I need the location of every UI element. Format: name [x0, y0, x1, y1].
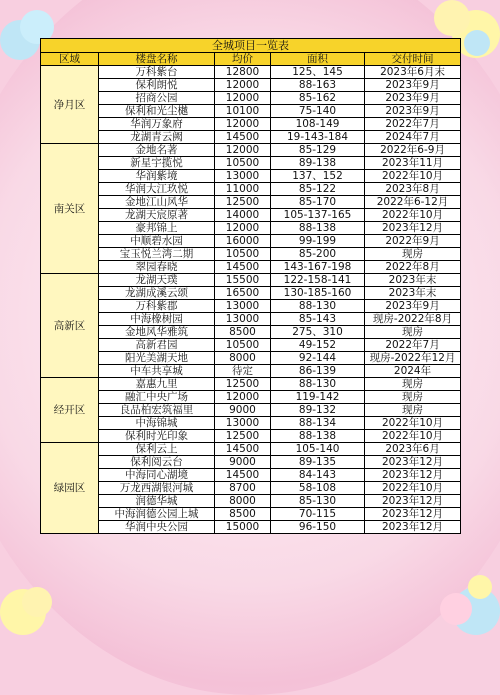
avg-price-cell: 12800 — [215, 66, 271, 79]
area-cell: 49-152 — [271, 339, 365, 352]
table-row — [41, 235, 461, 248]
delivery-time-cell: 2023年8月 — [365, 183, 461, 196]
avg-price-cell: 13000 — [215, 300, 271, 313]
avg-price-cell: 12500 — [215, 430, 271, 443]
project-name-cell: 中海橡树园 — [99, 313, 215, 326]
project-name-cell: 良品柏宏筑福里 — [99, 404, 215, 417]
delivery-time-cell: 2023年12月 — [365, 456, 461, 469]
project-name-cell: 保利朗悦 — [99, 79, 215, 92]
delivery-time-cell: 2023年12月 — [365, 222, 461, 235]
delivery-time-cell: 2023年12月 — [365, 469, 461, 482]
table-row — [41, 339, 461, 352]
project-name-cell: 融汇中央广场 — [99, 391, 215, 404]
delivery-time-cell: 2022年7月 — [365, 339, 461, 352]
avg-price-cell: 13000 — [215, 417, 271, 430]
delivery-time-cell: 2023年6月 — [365, 443, 461, 456]
district-cell: 南关区 — [41, 144, 99, 274]
project-name-cell: 龙湖成溪云颂 — [99, 287, 215, 300]
area-cell: 85-129 — [271, 144, 365, 157]
avg-price-cell: 12000 — [215, 222, 271, 235]
table-row — [41, 261, 461, 274]
delivery-time-cell: 2023年12月 — [365, 508, 461, 521]
project-name-cell: 金地名著 — [99, 144, 215, 157]
table-row — [41, 326, 461, 339]
project-name-cell: 新星宇揽悦 — [99, 157, 215, 170]
table-row — [41, 248, 461, 261]
avg-price-cell: 待定 — [215, 365, 271, 378]
project-name-cell: 嘉惠九里 — [99, 378, 215, 391]
table-row — [41, 352, 461, 365]
area-cell: 19-143-184 — [271, 131, 365, 144]
delivery-time-cell: 现房-2022年8月 — [365, 313, 461, 326]
avg-price-cell: 10100 — [215, 105, 271, 118]
delivery-time-cell: 2022年10月 — [365, 209, 461, 222]
area-cell: 137、152 — [271, 170, 365, 183]
avg-price-cell: 14500 — [215, 469, 271, 482]
project-name-cell: 招商公园 — [99, 92, 215, 105]
project-name-cell: 保利时光印象 — [99, 430, 215, 443]
delivery-time-cell: 2022年10月 — [365, 482, 461, 495]
header-project-name: 楼盘名称 — [99, 53, 215, 66]
delivery-time-cell: 2023年6月末 — [365, 66, 461, 79]
project-name-cell: 万科紫台 — [99, 66, 215, 79]
district-cell: 净月区 — [41, 66, 99, 144]
avg-price-cell: 10500 — [215, 339, 271, 352]
area-cell: 85-122 — [271, 183, 365, 196]
area-cell: 70-115 — [271, 508, 365, 521]
project-name-cell: 中海润德公园上城 — [99, 508, 215, 521]
project-name-cell: 金地江山风华 — [99, 196, 215, 209]
delivery-time-cell: 现房-2022年12月 — [365, 352, 461, 365]
project-name-cell: 金地风华雅筑 — [99, 326, 215, 339]
delivery-time-cell: 2022年8月 — [365, 261, 461, 274]
delivery-time-cell: 2023年11月 — [365, 157, 461, 170]
delivery-time-cell: 现房 — [365, 326, 461, 339]
avg-price-cell: 9000 — [215, 404, 271, 417]
area-cell: 119-142 — [271, 391, 365, 404]
table-row — [41, 378, 461, 391]
project-name-cell: 万龙西湖银河城 — [99, 482, 215, 495]
area-cell: 105-137-165 — [271, 209, 365, 222]
area-cell: 88-130 — [271, 378, 365, 391]
delivery-time-cell: 2023年9月 — [365, 79, 461, 92]
area-cell: 85-200 — [271, 248, 365, 261]
table-header-row — [41, 53, 461, 66]
avg-price-cell: 14500 — [215, 131, 271, 144]
area-cell: 85-130 — [271, 495, 365, 508]
project-name-cell: 中车共享城 — [99, 365, 215, 378]
table-row — [41, 92, 461, 105]
area-cell: 89-135 — [271, 456, 365, 469]
avg-price-cell: 12000 — [215, 92, 271, 105]
delivery-time-cell: 2022年10月 — [365, 417, 461, 430]
avg-price-cell: 8000 — [215, 495, 271, 508]
avg-price-cell: 16000 — [215, 235, 271, 248]
area-cell: 88-138 — [271, 430, 365, 443]
table-row — [41, 209, 461, 222]
table-title-row — [41, 39, 461, 53]
table-row — [41, 131, 461, 144]
area-cell: 89-132 — [271, 404, 365, 417]
avg-price-cell: 14000 — [215, 209, 271, 222]
table-row — [41, 66, 461, 79]
district-cell: 高新区 — [41, 274, 99, 378]
area-cell: 86-139 — [271, 365, 365, 378]
avg-price-cell: 15000 — [215, 521, 271, 534]
delivery-time-cell: 2023年9月 — [365, 92, 461, 105]
table-row — [41, 118, 461, 131]
delivery-time-cell: 2022年6-9月 — [365, 144, 461, 157]
avg-price-cell: 13000 — [215, 313, 271, 326]
project-name-cell: 豪邦锦上 — [99, 222, 215, 235]
delivery-time-cell: 2023年9月 — [365, 105, 461, 118]
table-row — [41, 482, 461, 495]
avg-price-cell: 11000 — [215, 183, 271, 196]
table-row — [41, 144, 461, 157]
project-name-cell: 高新君园 — [99, 339, 215, 352]
delivery-time-cell: 现房 — [365, 378, 461, 391]
area-cell: 85-170 — [271, 196, 365, 209]
area-cell: 85-143 — [271, 313, 365, 326]
avg-price-cell: 16500 — [215, 287, 271, 300]
area-cell: 92-144 — [271, 352, 365, 365]
project-name-cell: 保利云上 — [99, 443, 215, 456]
avg-price-cell: 12000 — [215, 391, 271, 404]
avg-price-cell: 10500 — [215, 248, 271, 261]
project-name-cell: 阳光美湖天地 — [99, 352, 215, 365]
project-table — [40, 38, 461, 534]
project-name-cell: 翠园春晓 — [99, 261, 215, 274]
table-row — [41, 365, 461, 378]
area-cell: 130-185-160 — [271, 287, 365, 300]
table-row — [41, 274, 461, 287]
table-row — [41, 287, 461, 300]
table-row — [41, 222, 461, 235]
area-cell: 122-158-141 — [271, 274, 365, 287]
area-cell: 88-138 — [271, 222, 365, 235]
table-row — [41, 508, 461, 521]
avg-price-cell: 12000 — [215, 118, 271, 131]
table-row — [41, 313, 461, 326]
project-name-cell: 华润大江玖悦 — [99, 183, 215, 196]
project-name-cell: 中海同心湖境 — [99, 469, 215, 482]
table-row — [41, 404, 461, 417]
delivery-time-cell: 2022年10月 — [365, 430, 461, 443]
delivery-time-cell: 现房 — [365, 248, 461, 261]
table-row — [41, 495, 461, 508]
avg-price-cell: 12500 — [215, 378, 271, 391]
header-avg-price: 均价 — [215, 53, 271, 66]
project-name-cell: 华润万象府 — [99, 118, 215, 131]
table-row — [41, 443, 461, 456]
project-name-cell: 保利和光尘樾 — [99, 105, 215, 118]
project-name-cell: 华润紫境 — [99, 170, 215, 183]
header-district: 区域 — [41, 53, 99, 66]
area-cell: 99-199 — [271, 235, 365, 248]
table-row — [41, 469, 461, 482]
delivery-time-cell: 2024年7月 — [365, 131, 461, 144]
delivery-time-cell: 2022年10月 — [365, 170, 461, 183]
delivery-time-cell: 2022年9月 — [365, 235, 461, 248]
avg-price-cell: 8500 — [215, 326, 271, 339]
delivery-time-cell: 2024年 — [365, 365, 461, 378]
area-cell: 85-162 — [271, 92, 365, 105]
table-row — [41, 456, 461, 469]
area-cell: 275、310 — [271, 326, 365, 339]
project-name-cell: 龙湖天宸原著 — [99, 209, 215, 222]
area-cell: 125、145 — [271, 66, 365, 79]
header-area: 面积 — [271, 53, 365, 66]
project-name-cell: 中顺碧水园 — [99, 235, 215, 248]
avg-price-cell: 10500 — [215, 157, 271, 170]
project-name-cell: 宝玉悦兰湾二期 — [99, 248, 215, 261]
table-row — [41, 430, 461, 443]
table-row — [41, 79, 461, 92]
table-row — [41, 417, 461, 430]
avg-price-cell: 14500 — [215, 261, 271, 274]
avg-price-cell: 13000 — [215, 170, 271, 183]
project-name-cell: 中海锦城 — [99, 417, 215, 430]
avg-price-cell: 8500 — [215, 508, 271, 521]
avg-price-cell: 8000 — [215, 352, 271, 365]
area-cell: 75-140 — [271, 105, 365, 118]
district-cell: 经开区 — [41, 378, 99, 443]
avg-price-cell: 14500 — [215, 443, 271, 456]
header-delivery-time: 交付时间 — [365, 53, 461, 66]
area-cell: 108-149 — [271, 118, 365, 131]
avg-price-cell: 9000 — [215, 456, 271, 469]
project-name-cell: 万科紫郡 — [99, 300, 215, 313]
avg-price-cell: 12500 — [215, 196, 271, 209]
project-name-cell: 保利阅云台 — [99, 456, 215, 469]
project-name-cell: 润德华城 — [99, 495, 215, 508]
delivery-time-cell: 2022年6-12月 — [365, 196, 461, 209]
delivery-time-cell: 现房 — [365, 391, 461, 404]
project-table-body — [41, 39, 461, 534]
project-name-cell: 华润中央公园 — [99, 521, 215, 534]
area-cell: 58-108 — [271, 482, 365, 495]
area-cell: 84-143 — [271, 469, 365, 482]
area-cell: 88-163 — [271, 79, 365, 92]
delivery-time-cell: 2023年末 — [365, 274, 461, 287]
delivery-time-cell: 2023年末 — [365, 287, 461, 300]
avg-price-cell: 15500 — [215, 274, 271, 287]
table-row — [41, 300, 461, 313]
project-name-cell: 龙湖青云阙 — [99, 131, 215, 144]
area-cell: 143-167-198 — [271, 261, 365, 274]
table-row — [41, 391, 461, 404]
table-row — [41, 170, 461, 183]
area-cell: 105-140 — [271, 443, 365, 456]
area-cell: 88-134 — [271, 417, 365, 430]
area-cell: 89-138 — [271, 157, 365, 170]
area-cell: 88-130 — [271, 300, 365, 313]
table-row — [41, 521, 461, 534]
avg-price-cell: 8700 — [215, 482, 271, 495]
table-title: 全城项目一览表 — [41, 39, 461, 53]
delivery-time-cell: 2022年7月 — [365, 118, 461, 131]
delivery-time-cell: 现房 — [365, 404, 461, 417]
table-row — [41, 183, 461, 196]
table-row — [41, 105, 461, 118]
area-cell: 96-150 — [271, 521, 365, 534]
delivery-time-cell: 2023年12月 — [365, 495, 461, 508]
avg-price-cell: 12000 — [215, 144, 271, 157]
delivery-time-cell: 2023年12月 — [365, 521, 461, 534]
avg-price-cell: 12000 — [215, 79, 271, 92]
table-row — [41, 196, 461, 209]
district-cell: 绿园区 — [41, 443, 99, 534]
delivery-time-cell: 2023年9月 — [365, 300, 461, 313]
project-name-cell: 龙湖天璞 — [99, 274, 215, 287]
table-row — [41, 157, 461, 170]
